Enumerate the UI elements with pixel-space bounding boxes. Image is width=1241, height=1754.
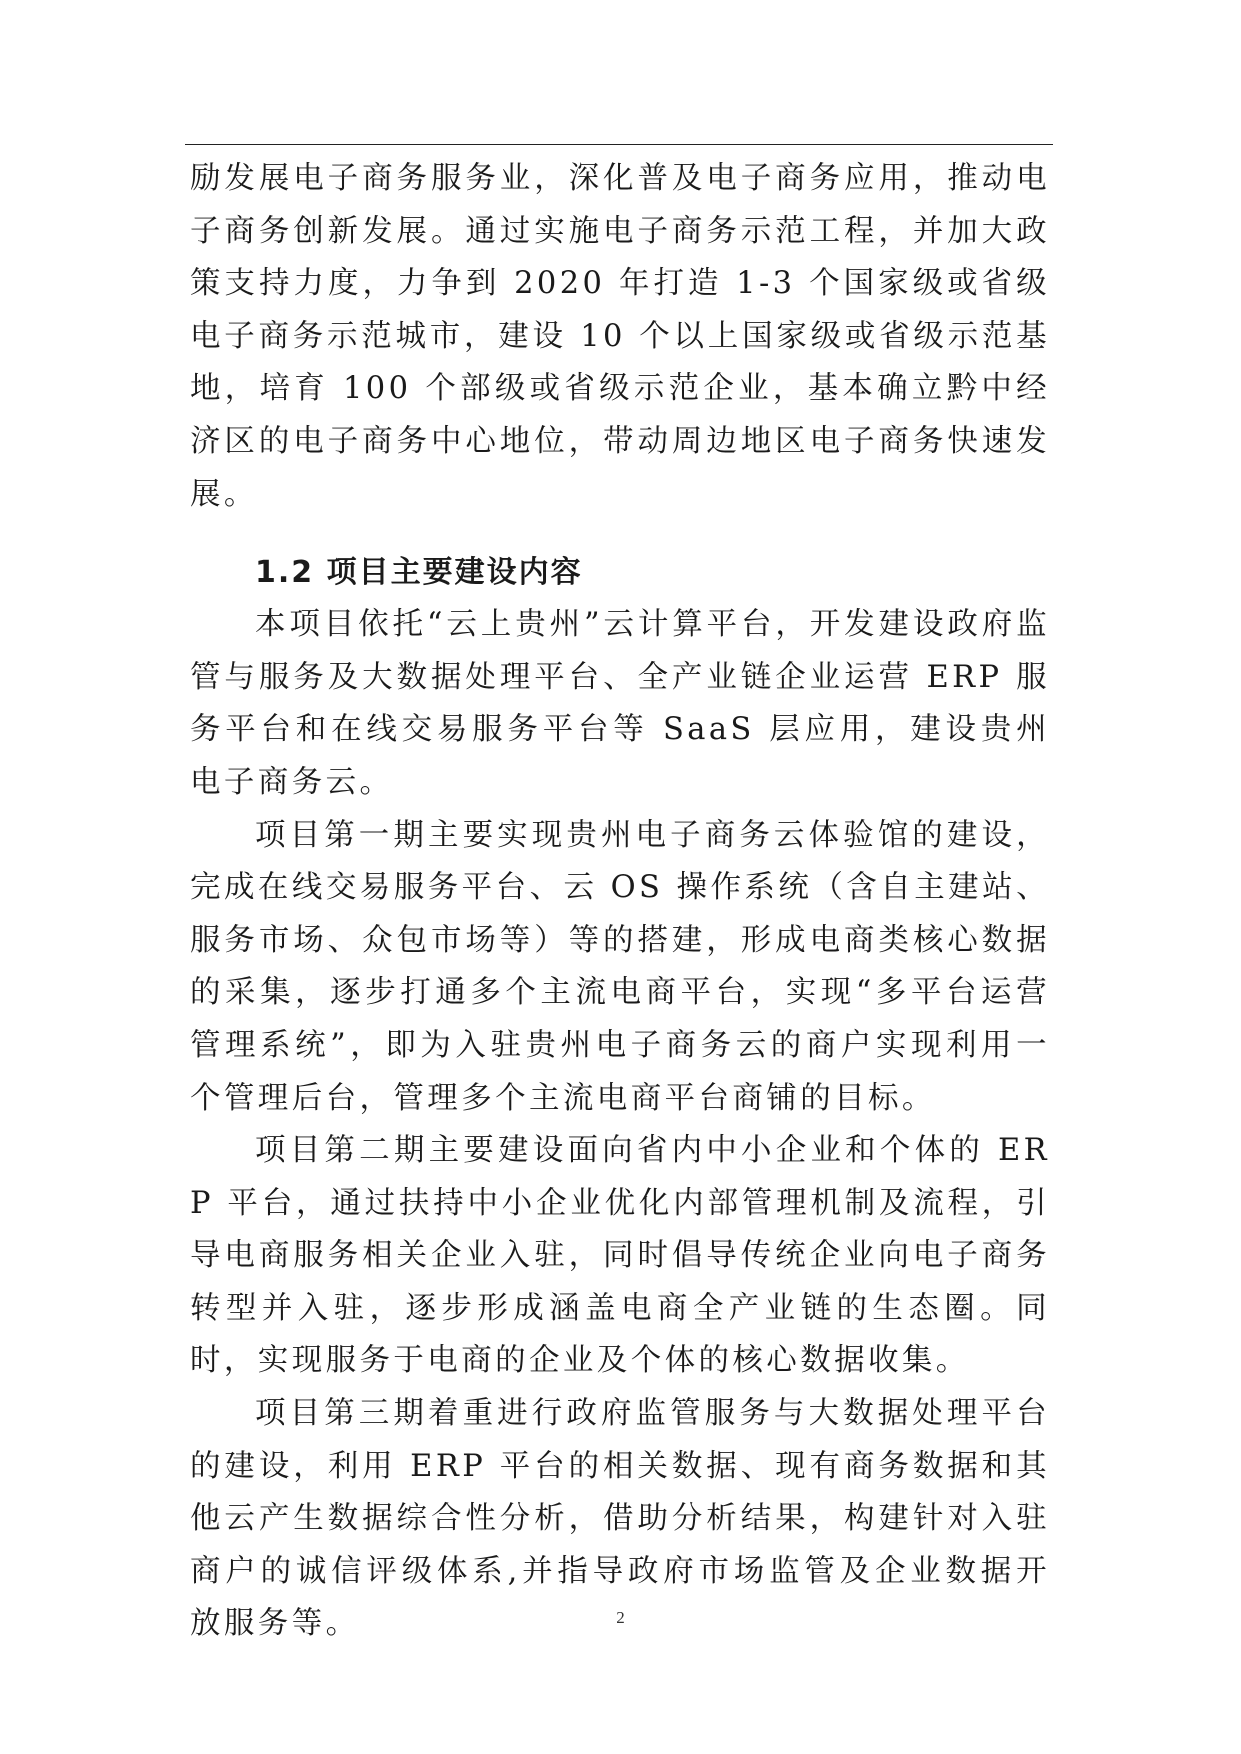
paragraph-phase-one: 项目第一期主要实现贵州电子商务云体验馆的建设，完成在线交易服务平台、云 OS 操作系统（含自主建站、服务市场、众包市场等）等的搭建，形成电商类核心数据的采集，逐步打通多个主流电商平台，实现“多平台运营管理系统”，即为入驻贵州电子商务云的商户实现利用一个管理后台，管理多个主流电商平台商铺的目标。 — [190, 817, 1050, 1116]
paragraph-phase-two: 项目第二期主要建设面向省内中小企业和个体的 ERP 平台，通过扶持中小企业优化内部管理机制及流程，引导电商服务相关企业入驻，同时倡导传统企业向电子商务转型并入驻，逐步形成涵盖电商全产业链的生态圈。同时，实现服务于电商的企业及个体的核心数据收集。 — [190, 1133, 1050, 1379]
paragraph-continued: 励发展电子商务服务业，深化普及电子商务应用，推动电子商务创新发展。通过实施电子商务示范工程，并加大政策支持力度，力争到 2020 年打造 1-3 个国家级或省级电子商务示范城市，建设 10 个以上国家级或省级示范基地，培育 100 个部级或省级示范企业，基本确立黔中经济区的电子商务中心地位，带动周边地区电子商务快速发展。 — [190, 161, 1050, 512]
paragraph-project-overview: 本项目依托“云上贵州”云计算平台，开发建设政府监管与服务及大数据处理平台、全产业链企业运营 ERP 服务平台和在线交易服务平台等 SaaS 层应用，建设贵州电子商务云。 — [190, 607, 1050, 800]
paragraph-phase-three: 项目第三期着重进行政府监管服务与大数据处理平台的建设，利用 ERP 平台的相关数据、现有商务数据和其他云产生数据综合性分析，借助分析结果，构建针对入驻商户的诚信评级体系,并指导政府市场监管及企业数据开放服务等。 — [190, 1396, 1050, 1642]
section-heading: 1.2 项目主要建设内容 — [255, 555, 583, 591]
header-rule — [185, 144, 1053, 145]
page-number: 2 — [616, 1608, 625, 1627]
body-text — [190, 153, 1050, 1651]
